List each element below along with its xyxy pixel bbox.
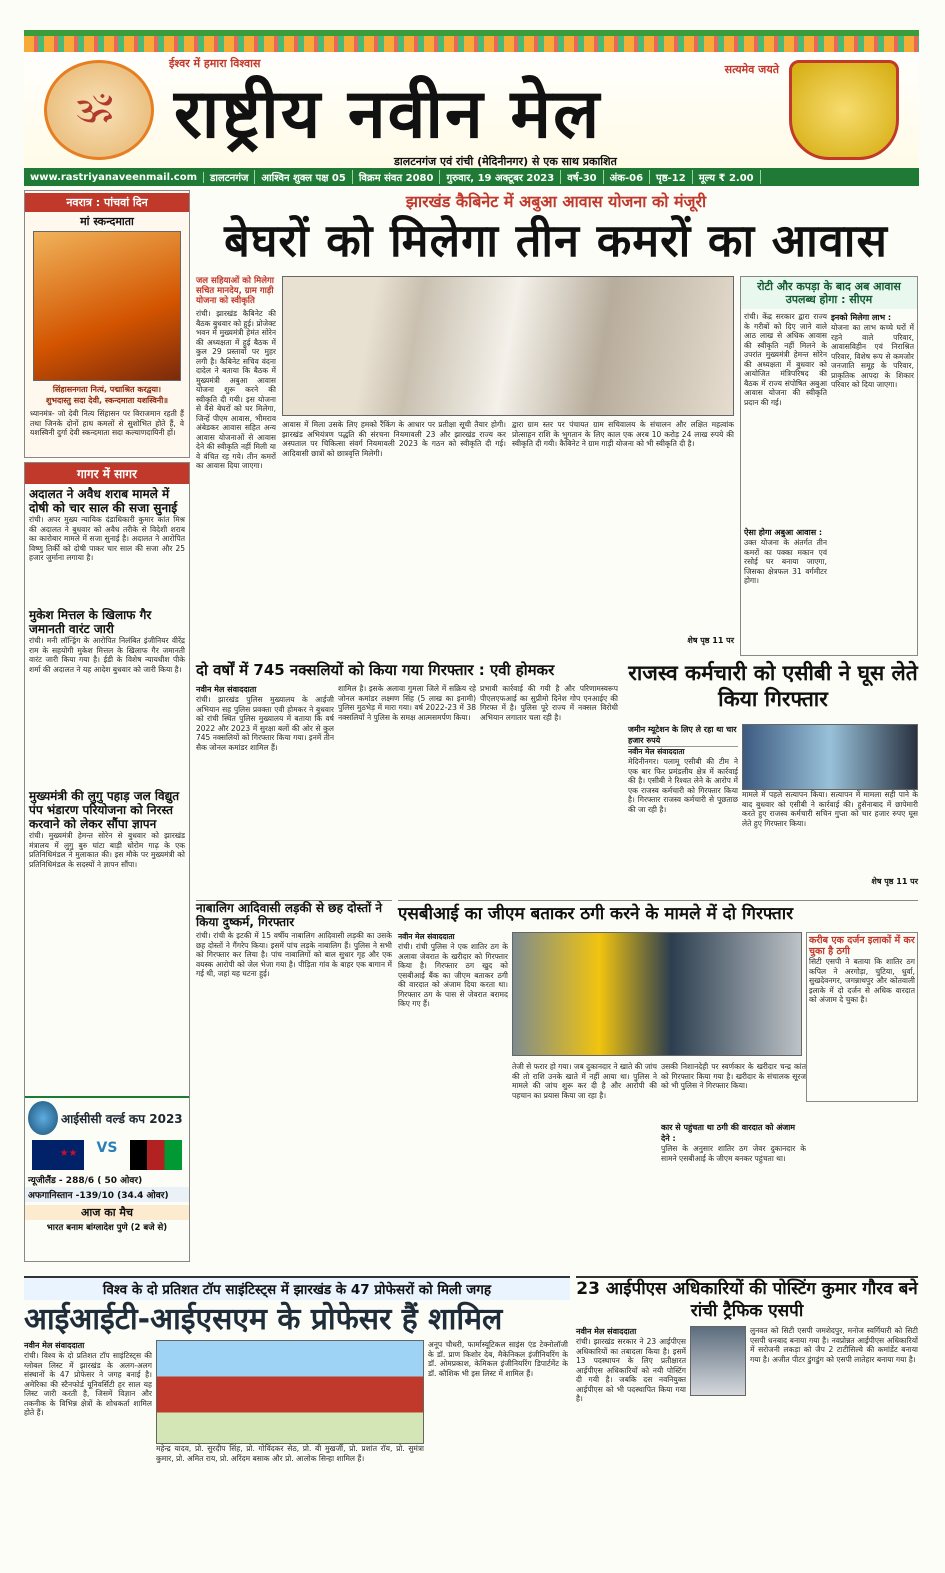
iit-ism-building-photo [156,1340,424,1444]
year: वर्ष-30 [561,170,603,184]
tagline-right: सत्यमेव जयते [724,63,779,76]
roti-sub-2: ऐसा होगा अबुआ आवास : [744,528,823,537]
newspaper-title: राष्ट्रीय नवीन मेल [174,74,602,154]
gagar-tag: गागर में सागर [25,463,189,484]
issue-number: अंक-06 [604,170,650,184]
naxal-headline: दो वर्षों में 745 नक्सलियों को किया गया गिरफ्तार : एवी होमकर [196,661,555,679]
lead-more-link[interactable]: शेष पृष्ठ 11 पर [687,636,734,645]
brief-text-2: रांची। मनी लॉन्ड्रिंग के आरोपित निलंबित इंजीनियर वीरेंद्र राम के सहयोगी मुकेश मित्तल के खिलाफ गैर जमानती वारंट जारी किया गया है। ईडी के विशेष न्यायधीश पीके शर्मा की अदालत ने यह आदेश बुधवार को जारी किया है। [29,636,185,674]
rajasv-text: मेदिनीनगर। पलामू एसीबी की टीम ने एक बार फिर प्रमंडलीय क्षेत्र में कार्रवाई की है। एसीबी ने रिश्वत लेने के आरोप में एक राजस्व कर्मचारी को गिरफ्तार किया है। गिरफ्तार राजस्व कर्मचारी से पूछताछ की जा रही है। [628,757,738,814]
arrest-photo [742,724,918,790]
naxal-text-1: रांची। झारखंड पुलिस मुख्यालय के आईजी अभियान सह पुलिस प्रवक्ता एवी होमकर ने बुधवार को रांची स्थित पुलिस मुख्यालय में बताया कि वर्ष 2022 और 2023 में सुरक्षा बलों की ओर से कुल 745 नक्सलियों को गिरफ्तार किया गया। इनमें तीन सैक जोनल कमांडर शामिल हैं। [196,695,334,752]
masthead [24,30,919,168]
lead-column-1 [196,276,276,656]
kumar-gaurav-photo [690,1326,746,1396]
iit-text-2: महेन्द्र यादव, प्रो. सुरदीप सिंह, प्रो. गोविंदकर सेठ, प्रो. बी मुखर्जी, प्रो. प्रशांत रॉय, प्रो. सुमंत्रा कुमार, प्रो. अमित राय, प्रो. अरिंदम बसाक और प्रो. आलोक सिन्हा शामिल हैं। [156,1444,424,1463]
issue-strip [24,168,919,186]
verse-line-1: सिंहासनगता नित्यं, पद्माश्रित करद्वया। [52,385,162,394]
lead-column-2 [282,420,506,650]
rajasv-more-link[interactable]: शेष पृष्ठ 11 पर [871,877,918,886]
ips-story [576,1276,918,1516]
kalash-logo [789,60,899,160]
tribal-story [196,900,392,1270]
ips-byline: नवीन मेल संवाददाता [576,1327,637,1336]
goddess-logo [44,60,154,160]
iit-story [24,1276,570,1516]
sbi-side-text: सिटी एसपी ने बताया कि शातिर ठग कपिल ने अरगोड़ा, चुटिया, धुर्वा, सुखदेवनगर, जगन्नाथपुर और कोतवाली इलाके में दो दर्जन से अधिक वारदात को अंजाम दे चुका है। [809,957,915,1004]
afghanistan-flag-icon [130,1140,182,1170]
sbi-headline-wrap [398,900,918,928]
sbi-sub: कार से पहुंचता था ठगी की वारदात को अंजाम देने : [661,1123,796,1143]
samvat: विक्रम संवत 2080 [353,170,441,184]
verse-line-2: शुभदास्तु सदा देवी, स्कन्दमाता यशस्विनी॥ [45,396,169,405]
brief-headline-3: मुख्यमंत्री की लुगु पहाड़ जल विद्युत पंप भंडारण परियोजना को निरस्त करवाने को लेकर सौंपा ज्ञापन [29,789,180,831]
publication-subline: डालटनगंज एवं रांची (मेदिनीनगर) से एक साथ प्रकाशित [394,155,617,168]
tribal-headline: नाबालिग आदिवासी लड़की से छह दोस्तों ने किया दुष्कर्म, गिरफ्तार [196,901,383,929]
sbi-arrest-photo [512,932,802,1056]
iit-text-3: अनूप चौधरी, फार्मास्यूटिकल साइंस एंड टेक्नोलॉजी के डॉ. प्राण किशोर देब, मैकेनिकल इंजीनियरिंग के डॉ. ओमप्रकाश, केमिकल इंजीनियरिंग डिपार्टमेंट के डॉ. कौशिक भी इस लिस्ट में शामिल हैं। [428,1340,568,1378]
website-link[interactable]: www.rastriyanaveenmail.com [24,172,204,183]
rajasv-headline: राजस्व कर्मचारी को एसीबी ने घूस लेते किया गिरफ्तार [628,661,918,711]
ips-text: रांची। झारखंड सरकार ने 23 आईपीएस अधिकारियों का तबादला किया है। इसमें 13 पदस्थापन के लिए प्रतीक्षारत आईपीएस अधिकारियों को नयी पोस्टिंग दी गयी है। जबकि दस नवनियुक्त आईपीएस को भी पदस्थापित किया गया है। [576,1337,686,1403]
price: मूल्य ₹ 2.00 [693,170,761,184]
city: डालटनगंज [204,170,255,184]
nz-score: न्यूजीलैंड - 288/6 ( 50 ओवर) [28,1176,143,1186]
today-match: भारत बनाम बांग्लादेश पुणे (2 बजे से) [46,1223,168,1233]
roti-text-2: योजना का लाभ कच्चे घरों में रहने वाले परिवार, आवासविहीन एवं निराश्रित परिवार, विशेष रूप से कमजोर जनजाति समूह के परिवार, प्राकृतिक आपदा के शिकार परिवार को दिया जाएगा। [831,323,914,389]
tribal-text: रांची। रांची के इटकी में 15 वर्षीय नाबालिग आदिवासी लड़की का उसके छह दोस्तों ने गैंगरेप किया। इसमें पांच लड़के नाबालिग हैं। पुलिस ने सभी को गिरफ्तार कर लिया है। पांच नाबालिगों को बाल सुधार गृह और एक वयस्क आरोपी को जेल भेजा गया है। पीड़िता गांव के बाहर एक बागान में गई थी, जहां यह घटना हुई। [196,931,392,978]
lead-headline-wrap [196,212,916,272]
today-match-label: आज का मैच [25,1205,189,1220]
navratri-tag: नवरात्र : पांचवां दिन [25,193,189,212]
date: गुरुवार, 19 अक्टूबर 2023 [440,170,561,184]
world-cup-title: आईसीसी वर्ल्ड कप 2023 [61,1111,183,1126]
tribal-text-2: तेजी से फरार हो गया। जब दुकानदार ने खाते की जांच की तो राशि उनके खाते में नहीं आया था। पुलिस ने मामले की जांच शुरू कर दी है और आरोपी की पहचान का प्रयास किया जा रहा है। [512,1062,657,1100]
brief-headline-1: अदालत ने अवैध शराब मामले में दोषी को चार साल की सजा सुनाई [29,487,178,515]
sbi-text-3: पुलिस के अनुसार शातिर ठग जेवर दुकानदार के सामने एसबीआई के जीएम बनकर पहुंचता था। [661,1144,806,1163]
iit-headline: आईआईटी-आईएसएम के प्रोफेसर हैं शामिल [24,1302,503,1337]
ips-text-2: लुनवत को सिटी एसपी जमशेदपुर, मनोज स्वर्गियारी को सिटी एसपी धनबाद बनाया गया है। नवप्रोन्नत आईपीएस अधिकारियों में सरोजनी लकड़ा को जैप 2 टाटीसिल्वे की कमांडेंट बनाया गया है। अजीत पीटर डुंगडुंग को एसपी लातेहार बनाया गया है। [750,1326,918,1364]
sbi-side-title: करीब एक दर्जन इलाकों में कर चुका है ठगी [809,935,915,957]
roti-sub-1: इनको मिलेगा लाभ : [831,313,892,322]
lead-column-3 [512,420,734,650]
roti-headline: रोटी और कपड़ा के बाद अब आवास उपलब्ध होगा : सीएम [741,277,917,309]
iit-byline: नवीन मेल संवाददाता [24,1341,85,1350]
rajasv-body [628,724,918,896]
sbi-headline: एसबीआई का जीएम बताकर ठगी करने के मामले में दो गिरफ्तार [398,904,794,924]
ips-headline: 23 आईपीएस अधिकारियों की पोस्टिंग कुमार गौरव बने रांची ट्रैफिक एसपी [576,1279,918,1321]
rajasv-sub: जमीन म्यूटेशन के लिए ले रहा था चार हजार रुपये [628,725,737,745]
lead-subhead: जल सहियाओं को मिलेगा सचित मानदेय, ग्राम गाड़ी योजना को स्वीकृति [196,276,274,306]
afg-score: अफगानिस्तान -139/10 (34.4 ओवर) [25,1187,189,1202]
skandamata-image [33,231,181,381]
lead-text-3: द्वारा ग्राम स्तर पर पंचायत ग्राम सचिवालय के संचालन और लक्षित महत्वांक प्रोत्साहन राशि के भुगतान के लिए काल एक अरब 10 करोड़ 24 लाख रुपये की स्वीकृति दी गयी। कैबिनेट ने ग्राम गाड़ी योजना को भी स्वीकृति दी है। [512,420,734,448]
cabinet-photo [282,276,734,416]
front-page-body [24,186,919,1516]
sbi-byline: नवीन मेल संवाददाता [398,932,455,941]
lead-headline: बेघरों को मिलेगा तीन कमरों का आवास [224,214,888,267]
rajasv-byline: नवीन मेल संवाददाता [628,747,685,756]
page-count: पृष्ठ-12 [650,170,693,184]
lead-kicker-wrap [196,190,916,214]
lead-text-2: आवास में मिला उसके लिए हमको रैंकिंग के आधार पर प्रतीक्षा सूची तैयार होगी। झारखंड अभियंत्रण पद्धति की संरचना नियमावली 23 और झारखंड राज्य कर अस्पताल पर चिकित्सा संवर्ग नियमावली 2023 के गठन को स्वीकृति दी गई। आदिवासी छात्रों को छात्रवृत्ति मिलेगी। [282,420,506,458]
sbi-text-2: उसकी निशानदेही पर स्वर्णकार के खरीदार चन्द्र कांत को गिरफ्तार किया गया है। खरीदार के संचालक सूरज को भी पुलिस ने गिरफ्तार किया। [661,1062,806,1090]
roti-text-3: उक्त योजना के अंतर्गत तीन कमरों का पक्का मकान एवं रसोई घर बनाया जाएगा, जिसका क्षेत्रफल 31 वर्गमीटर होगा। [744,538,827,585]
cricket-box: आईसीसी वर्ल्ड कप 2023 ★★ VS न्यूजीलैंड - 288/6 ( 50 ओवर) अफगानिस्तान -139/10 (34.4 ओवर) आज का मैच भारत बनाम बांग्लादेश पुणे (2 बजे से) [25,1096,189,1261]
lead-text-1: रांची। झारखंड कैबिनेट की बैठक बुधवार को हुई। प्रोजेक्ट भवन में मुख्यमंत्री हेमंत सोरेन की अध्यक्षता में हुई बैठक में कुल 29 प्रस्तावों पर मुहर लगी है। कैबिनेट सचिव वंदना दादेल ने बताया कि बैठक में मुख्यमंत्री अबुआ आवास योजना शुरू करने की स्वीकृति दी गयी। इस योजना से वैसे बेघरों को घर मिलेगा, जिन्हें पीएम आवास, भीमराव अंबेडकर आवास सहित अन्य आवास योजनाओं से आवास देने की स्वीकृति नहीं मिली या वे वंचित रह गये। तीन कमरों का आवास दिया जाएगा। [196,309,276,470]
roti-box [740,276,918,656]
brief-headline-2: मुकेश मित्तल के खिलाफ गैर जमानती वारंट जारी [29,608,152,636]
dhyan-mantra: ध्यानमंत्र- जो देवी नित्य सिंहासन पर विराजमान रहती हैं तथा जिनके दोनों हाथ कमलों से सुशोभित होते हैं, वे यशस्विनी दुर्गा देवी स्कन्दमाता सदा कल्याणदायिनी हों। [30,409,184,437]
marigold-garland [24,36,919,52]
sbi-body [398,932,918,1272]
world-cup-icon [28,1101,58,1135]
tithi: आश्विन शुक्ल पक्ष 05 [255,170,352,184]
brief-text-3: रांची। मुख्यमंत्री हेमन्त सोरेन से बुधवार को झारखंड मंत्रालय में लुगु बुरु घांटा बाड़ी धोरोम गाढ़ के एक प्रतिनिधिमंडल ने मुलाकात की। इस मौके पर मुख्यमंत्री को प्रतिनिधिमंडल के सदस्यों ने ज्ञापन सौंपा। [29,831,185,869]
sbi-text: रांची। रांची पुलिस ने एक शातिर ठग के अलावा जेवरात के खरीदार को गिरफ्तार किया है। गिरफ्तार ठग खुद को एसबीआई बैंक का जीएम बताकर ठगी की वारदात को अंजाम दिया करता था। गिरफ्तार ठग के पास से जेवरात बरामद किए गए हैं। [398,942,508,1008]
roti-text: रांची। केंद्र सरकार द्वारा राज्य के गरीबों को दिए जाने वाले आठ लाख से अधिक आवास की स्वीकृति नहीं मिलने के उपरांत मुख्यमंत्री हेमन्त सोरेन की अध्यक्षता में बुधवार को आयोजित मंत्रिपरिषद की बैठक में राज्य संपोषित अबुआ आवास योजना की स्वीकृति प्रदान की गई। [744,312,827,407]
tagline-left: ईश्वर में हमारा विश्वास [169,57,261,70]
naxal-headline-wrap [196,660,621,680]
iit-kicker: विश्व के दो प्रतिशत टॉप साइंटिस्ट्स में झारखंड के 47 प्रोफेसरों को मिली जगह [24,1278,570,1300]
rajasv-headline-wrap [628,660,918,720]
naxal-text-2: शामिल है। इसके अलावा गुमला जिले में सक्रिय रहे जोनल कमांडर लक्ष्मण सिंह (5 लाख का इनामी) पुलिस मुठभेड़ में मारा गया। वर्ष 2022-23 में 38 नक्सलियों ने पुलिस के समक्ष आत्मसमर्पण किया। [338,684,476,722]
naxal-byline: नवीन मेल संवाददाता [196,685,257,694]
naxal-text-3: प्रभावी कार्रवाई की गयी है और परिणामस्वरूप पीएलएफआई का सुप्रीमो दिनेश गोप एनआईए की गिरफ्त में है। पुलिस पूरे राज्य में नक्सल विरोधी अभियान लगातार चला रही है। [480,684,618,722]
brief-text-1: रांची। अपर मुख्य न्यायिक दंडाधिकारी कुमार कांत मिश्र की अदालत ने बुधवार को अवैध तरीके से विदेशी शराब का कारोबार मामले में सजा सुनाई है। अदालत ने आरोपित विष्णु तिर्की को दोषी पाकर चार साल की सजा और 25 हजार जुर्माना लगाया है। [29,515,185,562]
rajasv-text-2: मामले में पहले सत्यापन किया। सत्यापन में मामला सही पाने के बाद बुधवार को एसीबी ने कार्रवाई की। हुसैनाबाद में छापेमारी करते हुए राजस्व कर्मचारी सचिन गुप्ता को चार हजार रुपए घूस लेते हुए गिरफ्तार किया। [742,790,918,828]
naxal-body [196,684,621,894]
lead-kicker: झारखंड कैबिनेट में अबुआ आवास योजना को मंजूरी [405,192,707,211]
iit-text: रांची। विश्व के दो प्रतिशत टॉप साइंटिस्ट्स की ग्लोबल लिस्ट में झारखंड के अलग-अलग संस्थानों के 47 प्रोफेसर ने जगह बनाई है। अमेरिका की स्टैनफोर्ड यूनिवर्सिटी हर साल यह लिस्ट जारी करती है, जिसमें विज्ञान और तकनीक के विभिन्न क्षेत्रों के शोधकर्ता शामिल होते हैं। [24,1351,152,1417]
newzealand-flag-icon: ★★ [32,1140,84,1170]
goddess-name: मां स्कन्दमाता [80,215,134,228]
navratri-box [24,190,190,458]
gagar-box [24,462,190,1262]
